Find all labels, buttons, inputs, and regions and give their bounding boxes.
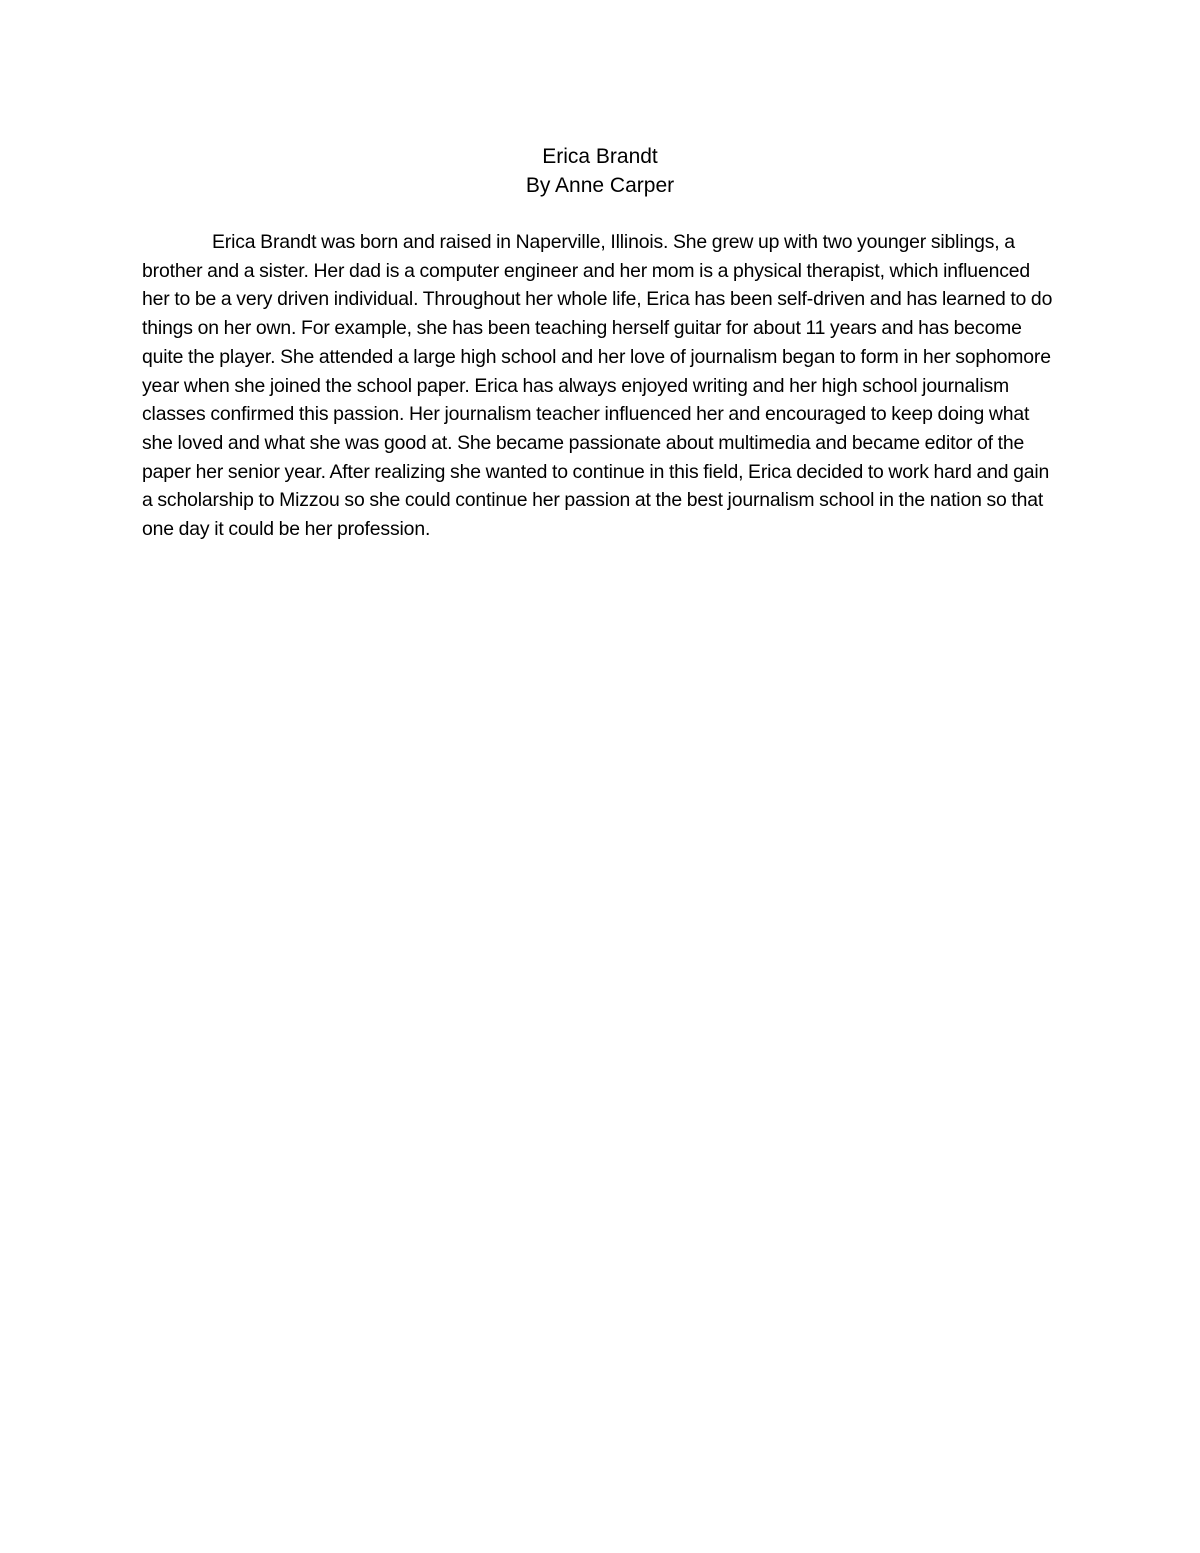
document-title: Erica Brandt bbox=[542, 145, 658, 168]
document-byline: By Anne Carper bbox=[525, 174, 675, 197]
body-paragraph: Erica Brandt was born and raised in Naperville, Illinois. She grew up with two younger siblings, a brother and a sister. Her dad is a computer engineer and her mom is a physical therapist, which influenced her to be a very driven individual. Throughout her whole life, Erica has been self-driven and has learned to do things on her own. For example, she has been teaching herself guitar for about 11 years and has become quite the player. She attended a large high school and her love of journalism began to form in her sophomore year when she joined the school paper. Erica has always enjoyed writing and her high school journalism classes confirmed this passion. Her journalism teacher influenced her and encouraged to keep doing what she loved and what she was good at. She became passionate about multimedia and became editor of the paper her senior year. After realizing she wanted to continue in this field, Erica decided to work hard and gain a scholarship to Mizzou so she could continue her passion at the best journalism school in the nation so that one day it could be her profession. bbox=[142, 231, 1053, 541]
title-block bbox=[0, 142, 1200, 200]
